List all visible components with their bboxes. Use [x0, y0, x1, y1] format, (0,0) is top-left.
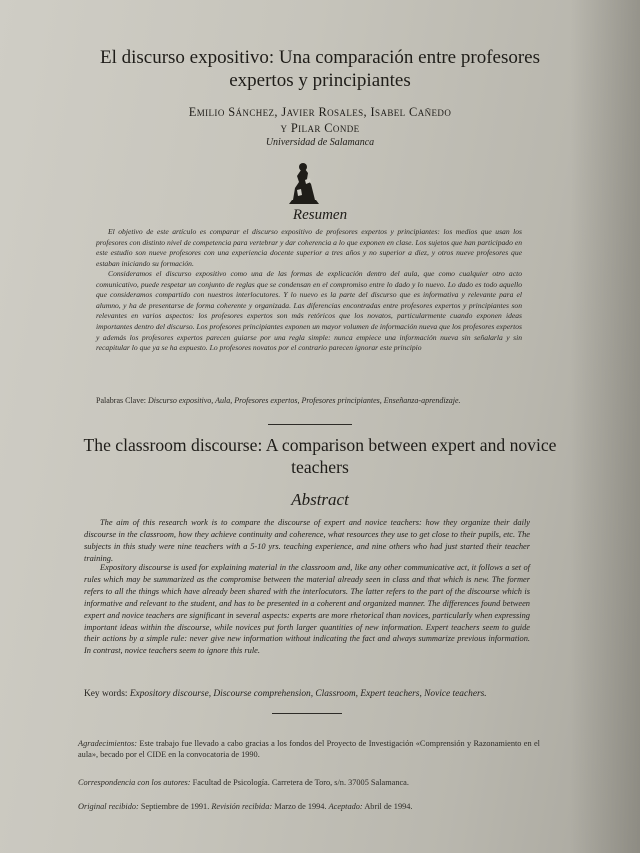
- authors-line-2: y Pilar Conde: [280, 121, 360, 135]
- accepted-label: Aceptado:: [328, 802, 363, 811]
- acknowledgements: [78, 738, 540, 761]
- correspondence: [78, 777, 540, 788]
- divider-1: [268, 424, 352, 425]
- correspondence-text: Facultad de Psicología. Carretera de Toro, s/n. 37005 Salamanca.: [192, 778, 409, 787]
- journal-logo-icon: [283, 160, 325, 206]
- english-keywords: [84, 688, 530, 700]
- acknowledgements-text: Este trabajo fue llevado a cabo gracias a los fondos del Proyecto de Investigación «Comprensión y Razonamiento en el aula», becado por el CIDE en la convocatoria de 1990.: [78, 739, 540, 760]
- resumen-paragraph-1: El objetivo de este artículo es comparar el discurso expositivo de profesores expertos y principiantes: los medios que usan los profesores con distinto nivel de competencia para vertebrar y dar coherencia a lo que exponen en clase. Los sujetos que han participado en este estudio son nueve profesores con una experiencia docente superior a tres años y no superior a diez, y otros nueve profesores que estaban iniciando su formación.: [96, 227, 522, 268]
- accepted-date: Abril de 1994.: [364, 802, 413, 811]
- university: Universidad de Salamanca: [265, 137, 375, 148]
- resumen-paragraph-2: Consideramos el discurso expositivo como una de las formas de explicación dentro del aula, que como cualquier otro acto comunicativo, puede respetar un conjunto de reglas que se condensan en el compromiso entre lo dado y lo nuevo. Lo dado es todo aquello que consideramos compartido con nuestros interlocutores. Y lo nuevo es la parte del discurso que es informativa y relevante para el alumno, y ha de presentarse de forma coherente y organizada. Las diferencias encontradas entre profesores expertos y principiantes son relevantes en varios aspectos: los profesores expertos son más retóricos que los novatos, particularmente cuando exponen ideas importantes dentro del discurso. Los profesores principiantes exponen un mayor volumen de información nueva que los profesores expertos y además los profesores expertos parecen guiarse por una regla simple: nunca empiece una información nueva sin señalarla y sin recapitular lo que ya se ha expuesto. Lo profesores novatos por el contrario parecen ignorar este principio: [96, 269, 522, 353]
- abstract-heading: Abstract: [291, 490, 349, 509]
- received-label: Original recibido:: [78, 802, 139, 811]
- divider-2: [272, 713, 342, 714]
- spanish-keywords-label: Palabras Clave:: [96, 396, 146, 405]
- spanish-keywords-list: Discurso expositivo, Aula, Profesores expertos, Profesores principiantes, Enseñanza-aprendizaje.: [147, 396, 461, 405]
- page-shadow: [570, 0, 640, 853]
- spanish-keywords: [96, 395, 522, 406]
- abstract-paragraph-1: The aim of this research work is to compare the discourse of expert and novice teachers: how they organize their daily discourse in the classroom, how they achieve continuity and coherence, what resources they use to get close to their pupils, etc. The subjects in this study were nine teachers with a 5-10 yrs. teaching experience, and nine others who had just started their teacher training.: [84, 518, 530, 563]
- acknowledgements-label: Agradecimientos:: [78, 739, 137, 748]
- english-title: The classroom discourse: A comparison between expert and novice teachers: [83, 435, 557, 477]
- resumen-heading: Resumen: [292, 207, 348, 223]
- english-keywords-label: Key words:: [84, 689, 128, 699]
- submission-dates: [78, 801, 540, 812]
- english-keywords-list: Expository discourse, Discourse comprehension, Classroom, Expert teachers, Novice teachers.: [129, 689, 487, 699]
- authors: [70, 104, 570, 136]
- revised-date: Marzo de 1994.: [274, 802, 327, 811]
- received-date: Septiembre de 1991.: [140, 802, 210, 811]
- spanish-title: El discurso expositivo: Una comparación entre profesores expertos y principiantes: [99, 47, 541, 91]
- authors-line-1: Emilio Sánchez, Javier Rosales, Isabel Cañedo: [188, 105, 452, 119]
- abstract-paragraph-2: Expository discourse is used for explaining material in the classroom and, like any other communicative act, it follows a set of rules which may be summarized as the compromise between the material already seen in class and that which is new. The former refers to all the things which have already been shared with the interlocutors. The latter refers to the part of the discourse which is informative and relevant to the student, and has to be presented in a coherent and organized manner. The differences found between expert and novice teachers are significant in several aspects: experts are more rhetorical than novices, particularly when expressing important ideas within the discourse, while novices put forth larger quantities of new information. Expert teachers seem to guide their actions by a simple rule: never give new information without indicating the fact and always summarize previous information. In contrast, novice teachers seem to ignore this rule.: [84, 563, 530, 656]
- revised-label: Revisión recibida:: [211, 802, 273, 811]
- correspondence-label: Correspondencia con los autores:: [78, 778, 191, 787]
